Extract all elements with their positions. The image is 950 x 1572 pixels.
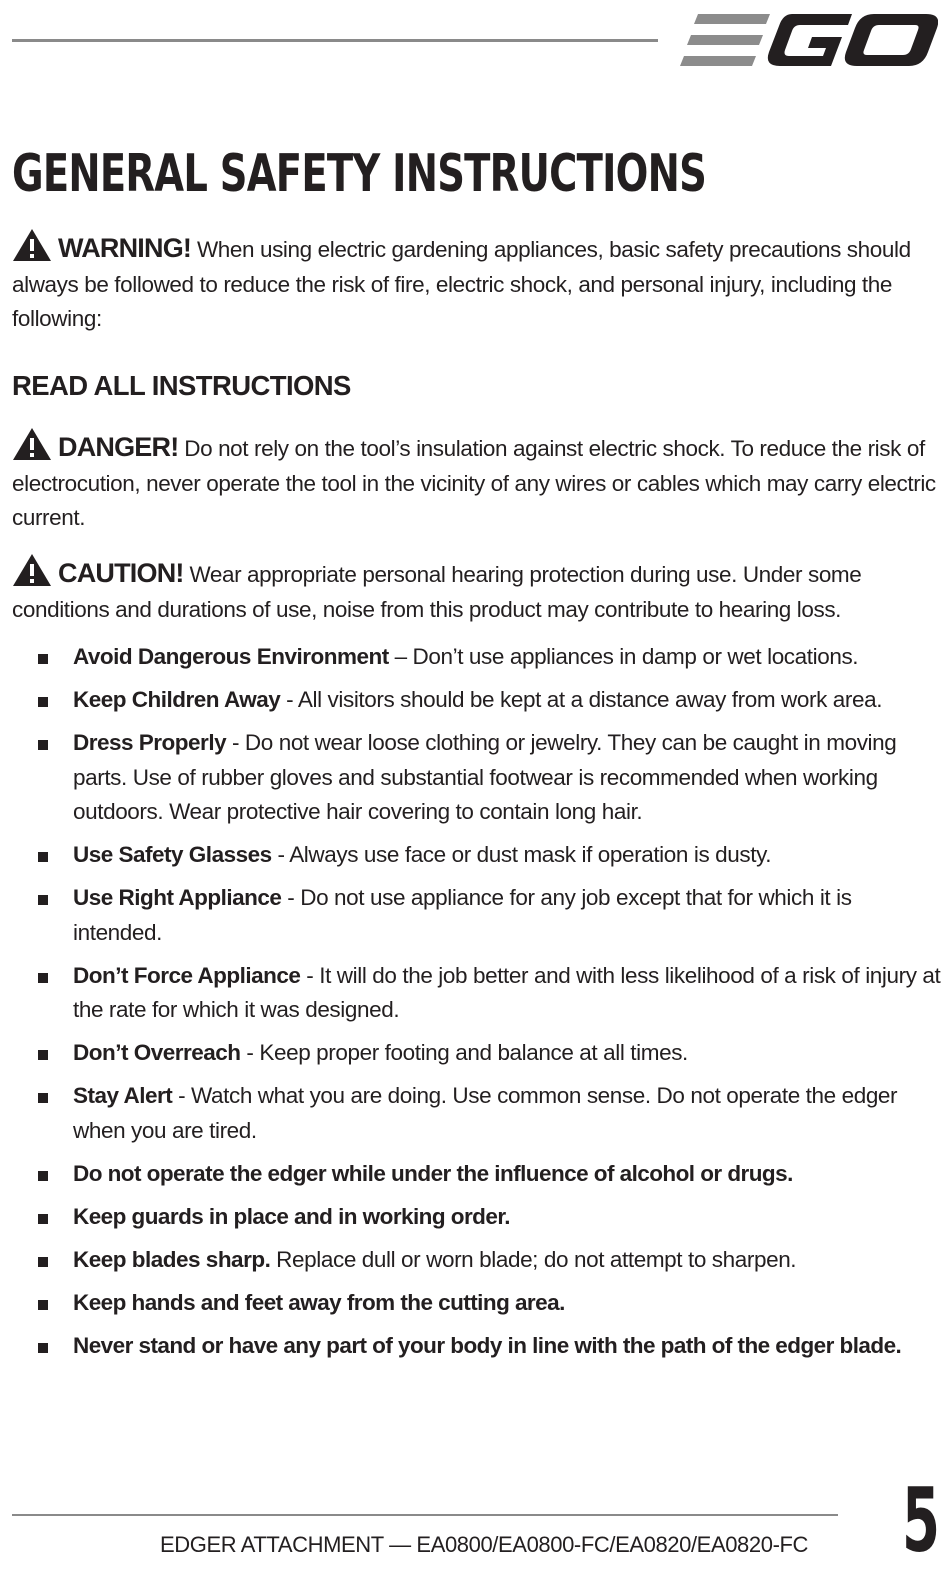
list-item <box>0 1286 943 1321</box>
bullet-text: - All visitors should be kept at a distance away from work area. <box>280 687 883 712</box>
bullet-square-icon <box>38 1343 48 1353</box>
bullet-square-icon <box>38 654 48 664</box>
page-title: GENERAL SAFETY INSTRUCTIONS <box>12 144 707 204</box>
bullet-term: Keep Children Away <box>73 687 281 712</box>
bullet-term: Keep blades sharp. <box>73 1246 271 1272</box>
bullet-term: Avoid Dangerous Environment <box>73 644 389 669</box>
warning-label: WARNING! <box>58 233 192 263</box>
ego-logo <box>680 10 938 70</box>
danger-text: Do not rely on the tool’s insulation against electric shock. To reduce the risk of electrocution, never operate the tool in the vicinity of any wires or cables which may carry electric current. <box>12 436 936 530</box>
bullet-square-icon <box>38 1171 48 1181</box>
bullet-text: - Do not wear loose clothing or jewelry. They can be caught in moving parts. Use of rubber gloves and substantial footwear is recommended when working outdoors. Wear protective hair covering to contain long hair. <box>73 730 897 824</box>
bullet-text: - Watch what you are doing. Use common sense. Do not operate the edger when you are tired. <box>73 1083 898 1143</box>
list-item <box>0 1200 943 1235</box>
bullet-term: Keep hands and feet away from the cutting area. <box>73 1289 565 1315</box>
list-item <box>0 726 943 830</box>
bullet-square-icon <box>38 973 48 983</box>
bullet-term: Use Safety Glasses <box>73 842 272 867</box>
bullet-text: - Do not use appliance for any job except that for which it is intended. <box>73 885 852 945</box>
bullet-term: Don’t Overreach <box>73 1040 241 1065</box>
warning-triangle-icon <box>12 553 52 587</box>
list-item <box>0 640 943 675</box>
caution-text: Wear appropriate personal hearing protection during use. Under some conditions and durations of use, noise from this product may contribute to hearing loss. <box>12 562 862 622</box>
warning-triangle-icon <box>12 427 52 461</box>
warning-text: When using electric gardening appliances, basic safety precautions should always be followed to reduce the risk of fire, electric shock, and personal injury, including the following: <box>12 237 911 331</box>
header-rule <box>12 39 658 42</box>
list-item <box>0 1243 943 1278</box>
bullet-text: Replace dull or worn blade; do not attempt to sharpen. <box>270 1246 797 1272</box>
bullet-square-icon <box>38 697 48 707</box>
caution-label: CAUTION! <box>58 558 184 588</box>
warning-triangle-icon <box>12 228 52 262</box>
bullet-square-icon <box>38 895 48 905</box>
footer-rule <box>12 1514 838 1516</box>
danger-label: DANGER! <box>58 432 179 462</box>
bullet-term: Dress Properly <box>73 730 227 755</box>
bullet-square-icon <box>38 1257 48 1267</box>
footer-model-text: EDGER ATTACHMENT — EA0800/EA0800-FC/EA0820/EA0820-FC <box>160 1532 809 1557</box>
bullet-square-icon <box>38 1050 48 1060</box>
bullet-term: Keep guards in place and in working order. <box>73 1203 510 1229</box>
list-item <box>0 1329 943 1364</box>
warning-paragraph <box>12 228 938 337</box>
list-item <box>0 1036 943 1071</box>
bullet-text: - Keep proper footing and balance at all times. <box>240 1040 688 1065</box>
bullet-term: Stay Alert <box>73 1083 173 1108</box>
bullet-square-icon <box>38 740 48 750</box>
bullet-square-icon <box>38 852 48 862</box>
list-item <box>0 1157 943 1192</box>
caution-paragraph <box>12 553 938 627</box>
bullet-term: Don’t Force Appliance <box>73 962 301 988</box>
section-heading: READ ALL INSTRUCTIONS <box>12 370 351 401</box>
bullet-square-icon <box>38 1214 48 1224</box>
bullet-text: - It will do the job better and with less likelihood of a risk of injury at the rate for which it was designed. <box>73 962 941 1022</box>
danger-paragraph <box>12 427 938 536</box>
bullet-term: Do not operate the edger while under the influence of alcohol or drugs. <box>73 1160 793 1186</box>
bullet-text: - Always use face or dust mask if operation is dusty. <box>271 842 772 867</box>
bullet-square-icon <box>38 1093 48 1103</box>
bullet-square-icon <box>38 1300 48 1310</box>
bullet-text: – Don’t use appliances in damp or wet locations. <box>388 644 859 669</box>
list-item <box>0 881 943 950</box>
list-item <box>0 683 943 718</box>
list-item <box>0 1079 943 1148</box>
bullet-term: Use Right Appliance <box>73 885 282 910</box>
list-item <box>0 838 943 873</box>
list-item <box>0 959 943 1028</box>
bullet-term: Never stand or have any part of your body in line with the path of the edger blade. <box>73 1332 902 1358</box>
safety-bullet-list <box>0 640 950 1372</box>
page-number: 5 <box>902 1469 940 1572</box>
